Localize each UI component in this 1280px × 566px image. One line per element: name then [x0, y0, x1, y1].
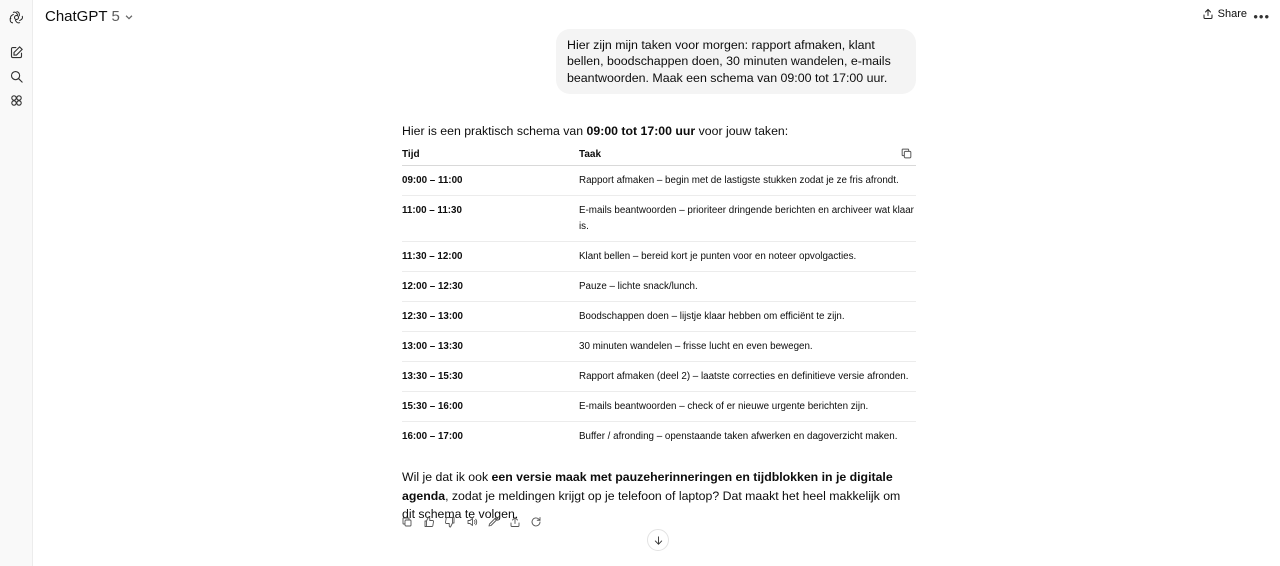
intro-bold: 09:00 tot 17:00 uur [586, 124, 696, 138]
task-cell: E-mails beantwoorden – prioriteer dringende berichten en archiveer wat klaar is. [579, 205, 914, 232]
share-label: Share [1217, 8, 1247, 20]
sidebar [0, 0, 33, 566]
task-cell: Boodschappen doen – lijstje klaar hebben om efficiënt te zijn. [579, 311, 845, 322]
task-cell: Rapport afmaken (deel 2) – laatste correcties en definitieve versie afronden. [579, 371, 909, 382]
table-row [402, 392, 916, 422]
table-header [402, 144, 916, 166]
time-cell: 11:00 – 11:30 [402, 205, 462, 216]
task-cell: E-mails beantwoorden – check of er nieuwe urgente berichten zijn. [579, 401, 869, 412]
openai-logo-icon[interactable] [6, 7, 26, 27]
thumbs-down-icon[interactable] [444, 514, 466, 530]
outro-bold: een versie maak met pauzeherinneringen en tijdblokken in je digitale agenda [402, 470, 893, 503]
task-cell: Rapport afmaken – begin met de lastigste stukken zodat je ze fris afrondt. [579, 175, 899, 186]
task-cell: Buffer / afronding – openstaande taken afwerken en dagoverzicht maken. [579, 431, 898, 442]
share-icon[interactable] [509, 514, 531, 530]
time-cell: 11:30 – 12:00 [402, 251, 463, 262]
table-row [402, 302, 916, 332]
time-cell: 09:00 – 11:00 [402, 175, 463, 186]
thumbs-up-icon[interactable] [423, 514, 445, 530]
schedule-table [402, 144, 916, 452]
search-icon[interactable] [6, 66, 26, 86]
time-cell: 13:00 – 13:30 [402, 341, 464, 352]
share-icon [1202, 8, 1214, 20]
table-row [402, 166, 916, 196]
copy-table-icon[interactable] [900, 147, 913, 160]
user-message: Hier zijn mijn taken voor morgen: rapport afmaken, klant bellen, boodschappen doen, 30 minuten wandelen, e-mails beantwoorden. Maak een schema van 09:00 tot 17:00 uur. [556, 29, 916, 94]
scroll-to-bottom-button[interactable] [647, 529, 669, 551]
table-row [402, 422, 916, 452]
header-taak: Taak [579, 149, 602, 160]
time-cell: 16:00 – 17:00 [402, 431, 464, 442]
more-options-button[interactable]: ••• [1253, 9, 1270, 24]
model-version: 5 [111, 8, 120, 25]
task-cell: Pauze – lichte snack/lunch. [579, 281, 698, 292]
arrow-down-icon [653, 535, 664, 546]
table-row [402, 272, 916, 302]
task-cell: Klant bellen – bereid kort je punten voor en noteer opvolgacties. [579, 251, 857, 262]
model-selector[interactable] [45, 8, 134, 25]
time-cell: 12:30 – 13:00 [402, 311, 464, 322]
new-chat-icon[interactable] [6, 42, 26, 62]
table-row [402, 196, 916, 242]
model-name: ChatGPT [45, 8, 108, 25]
table-row [402, 242, 916, 272]
library-icon[interactable] [6, 90, 26, 110]
intro-text-end: voor jouw taken: [695, 124, 789, 138]
outro-text: Wil je dat ik ook [402, 470, 492, 484]
read-aloud-icon[interactable] [466, 514, 488, 530]
table-row [402, 332, 916, 362]
copy-icon[interactable] [401, 514, 423, 530]
time-cell: 15:30 – 16:00 [402, 401, 464, 412]
time-cell: 12:00 – 12:30 [402, 281, 464, 292]
message-actions [401, 514, 552, 530]
chevron-down-icon [124, 12, 134, 22]
table-row [402, 362, 916, 392]
edit-icon[interactable] [487, 514, 509, 530]
regenerate-icon[interactable] [530, 514, 552, 530]
task-cell: 30 minuten wandelen – frisse lucht en even bewegen. [579, 341, 813, 352]
outro-text-end: , zodat je meldingen krijgt op je telefoon of laptop? Dat maakt het heel makkelijk om dit schema te volgen. [402, 488, 901, 521]
response-intro [402, 124, 788, 138]
header-tijd: Tijd [402, 149, 420, 160]
time-cell: 13:30 – 15:30 [402, 371, 464, 382]
intro-text: Hier is een praktisch schema van [402, 124, 587, 138]
share-button[interactable] [1202, 8, 1247, 20]
